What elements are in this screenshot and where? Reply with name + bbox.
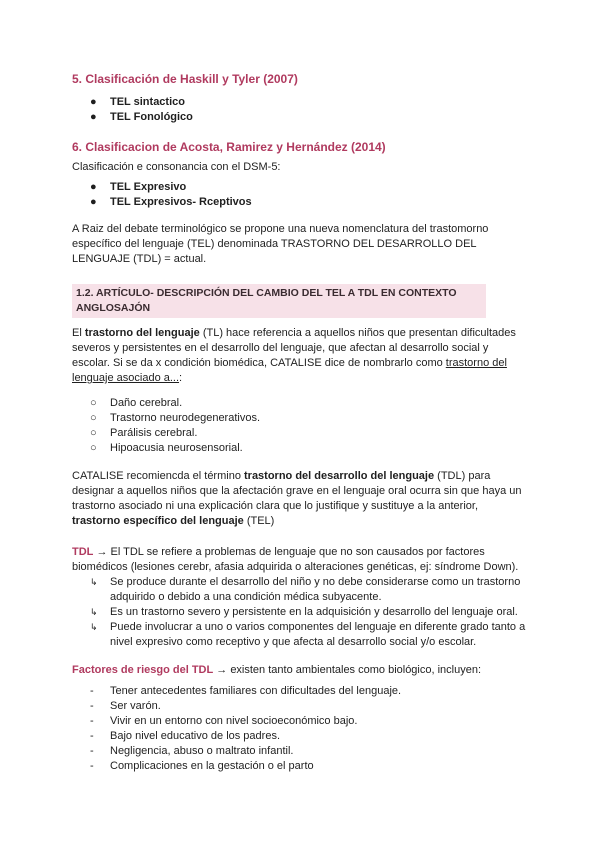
return-arrow-icon: ↳	[90, 607, 98, 617]
dash-icon: -	[90, 730, 94, 742]
paragraph-catalise: CATALISE recomiencda el término trastorno del desarrollo del lenguaje (TDL) para designar a aquellos niños que la afectación grave en el lenguaje oral ocurra sin que haya un trastorno asociado ni una explicación clara que lo justifique y sustituye a la anterior, trastorno específico del lenguaje (TEL)	[72, 470, 522, 527]
dash-icon: -	[90, 760, 94, 772]
bullet-icon: ●	[90, 111, 97, 123]
bullet-icon: ●	[90, 96, 97, 108]
circle-bullet-icon: ○	[90, 412, 97, 424]
paragraph-factores: Factores de riesgo del TDL → existen tanto ambientales como biológico, incluyen:	[72, 664, 482, 676]
section5-heading: 5. Clasificación de Haskill y Tyler (2007)	[72, 72, 298, 86]
factores-label: Factores de riesgo del TDL	[72, 664, 214, 676]
return-arrow-icon: ↳	[90, 577, 98, 587]
paragraph-tl: El trastorno del lenguaje (TL) hace referencia a aquellos niños que presentan dificultades severos y persistentes en el desarrollo del lenguaje, que afectan al desarrollo social y escolar. Si se da x condición biomédica, CATALISE dice de nombrarlo como trastorno del lenguaje asociado a...:	[72, 327, 516, 384]
section6-intro: Clasificación e consonancia con el DSM-5:	[72, 161, 281, 173]
dash-icon: -	[90, 700, 94, 712]
circle-bullet-icon: ○	[90, 427, 97, 439]
bullet-icon: ●	[90, 196, 97, 208]
circle-bullet-icon: ○	[90, 397, 97, 409]
dash-icon: -	[90, 745, 94, 757]
bullet-icon: ●	[90, 181, 97, 193]
paragraph-raiz: A Raiz del debate terminológico se propone una nueva nomenclatura del trastomorno específico del lenguaje (TEL) denominada TRASTORNO DEL DESARROLLO DEL LENGUAJE (TDL) = actual.	[72, 223, 489, 265]
circle-bullet-icon: ○	[90, 442, 97, 454]
paragraph-tdl: TDL → El TDL se refiere a problemas de lenguaje que no son causados por factores biomédicos (lesiones cerebr, afasia adquirida o alteraciones genéticas, ej: síndrome Down).	[72, 546, 519, 573]
dash-icon: -	[90, 685, 94, 697]
tdl-label: TDL	[72, 546, 94, 558]
section12-heading: 1.2. ARTÍCULO- DESCRIPCIÓN DEL CAMBIO DEL TEL A TDL EN CONTEXTO ANGLOSAJÓN	[76, 287, 457, 314]
document-page: 5. Clasificación de Haskill y Tyler (2007) ● TEL sintactico ● TEL Fonológico 6. Clasificacion de Acosta, Ramirez y Hernández (2014) Clasificación e consonancia con el DSM-5: ● TEL Expresivo ● TEL Expresivos- Rceptivos A Raiz del debate terminológico se propone una nueva nomenclatura del trastomorno específico del lenguaje (TEL) denominada TRASTORNO DEL DESARROLLO DEL LENGUAJE (TDL) = actual. 1.2. ARTÍCULO- DESCRIPCIÓN DEL CAMBIO DEL TEL A TDL EN CONTEXTO ANGLOSAJÓN El trastorno del lenguaje (TL) hace referencia a aquellos niños que presentan dificultades severos y persistentes en el desarrollo del lenguaje, que afectan al desarrollo social y escolar. Si se da x condición biomédica, CATALISE dice de nombrarlo como trastorno del lenguaje asociado a...: ○ Daño cerebral. ○ Trastorno neurodegenerativos. ○ Parálisis cerebral. ○ Hipoacusia neurosensorial. CATALISE recomiencda el término trastorno del desarrollo del lenguaje (TDL) para designar a aquellos niños que la afectación grave en el lenguaje oral ocurra sin que haya un trastorno asociado ni una explicación clara que lo justifique y sustituye a la anterior, trastorno específico del lenguaje (TEL) TDL → El TDL se refiere a problemas de lenguaje que no son causados por factores biomédicos (lesiones cerebr, afasia adquirida o alteraciones genéticas, ej: síndrome Down). ↳ Se produce durante el desarrollo del niño y no debe considerarse como un trastorno adquirido o debido a una condición médica subyacente. ↳ Es un trastorno severo y persistente en la adquisición y desarrollo del lenguaje oral. ↳ Puede involucrar a uno o varios componentes del lenguaje en diferente grado tanto a nivel expresivo como receptivo y que afecta al desarrollo social y/o escolar. Factores de riesgo del TDL → existen tanto ambientales como biológico, incluyen: - Tener antecedentes familiares con dificultades del lenguaje. - Ser varón. - Vivir en un entorno con nivel socioeconómico bajo. - Bajo nivel educativo de los padres. - Negligencia, abuso o maltrato infantil. - Complicaciones en la gestación o el parto	[0, 0, 600, 848]
section6-heading: 6. Clasificacion de Acosta, Ramirez y Hernández (2014)	[72, 140, 386, 154]
dash-icon: -	[90, 715, 94, 727]
return-arrow-icon: ↳	[90, 622, 98, 632]
